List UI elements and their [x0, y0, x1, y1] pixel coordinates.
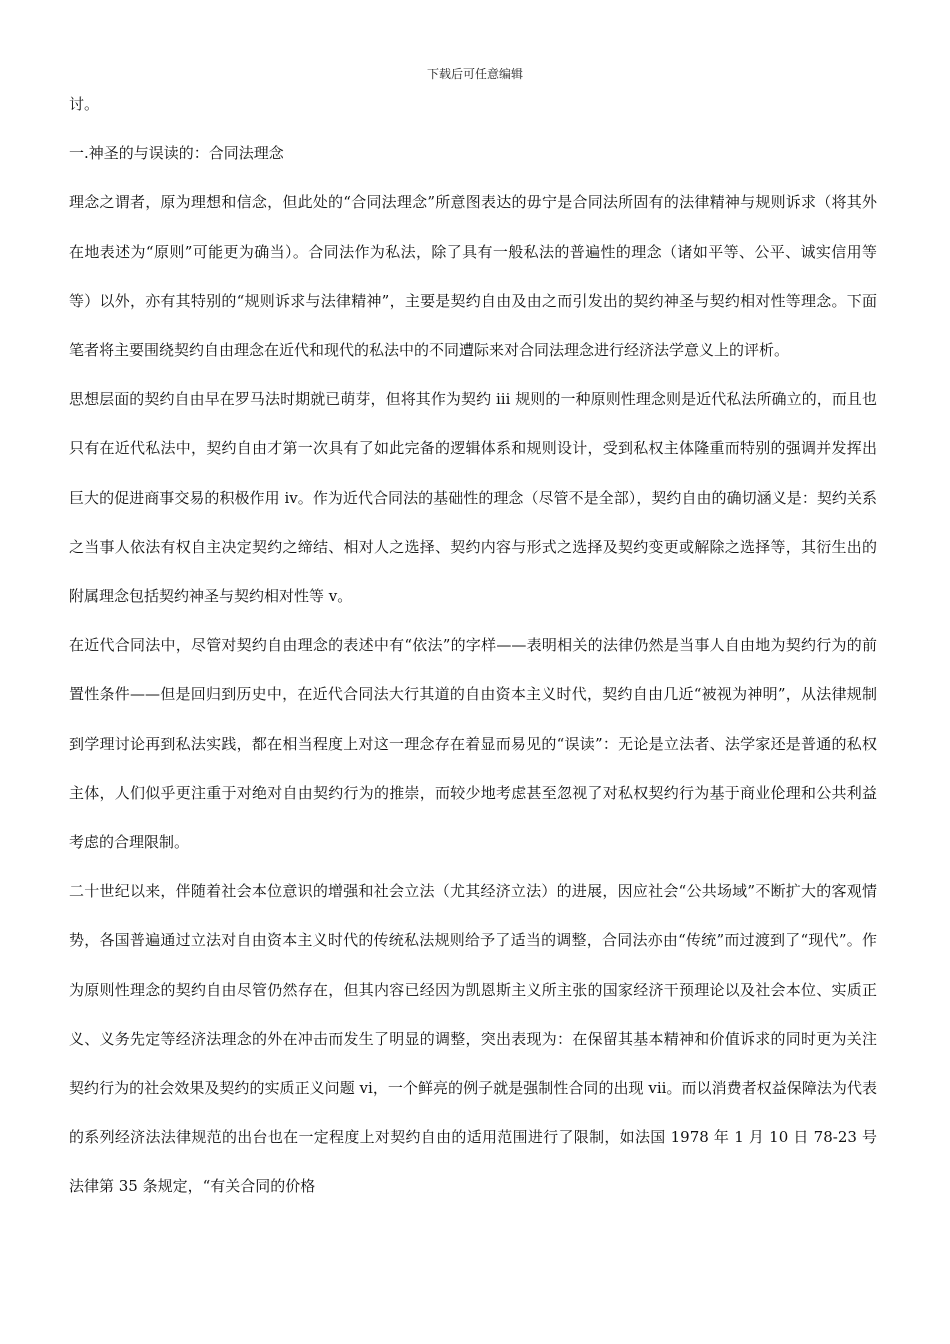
paragraph: 在近代合同法中，尽管对契约自由理念的表述中有“依法”的字样——表明相关的法律仍然是当事人自由地为契约行为的前置性条件——但是回归到历史中，在近代合同法大行其道的自由资本主义时代，契约自由几近“被视为神明”，从法律规制到学理讨论再到私法实践，都在相当程度上对这一理念存在着显而易见的“误读”：无论是立法者、法学家还是普通的私权主体，人们似乎更注重于对绝对自由契约行为的推崇，而较少地考虑甚至忽视了对私权契约行为基于商业伦理和公共利益考虑的合理限制。 [69, 636, 877, 852]
page-header: 下载后可任意编辑 [426, 67, 523, 81]
paragraph: 二十世纪以来，伴随着社会本位意识的增强和社会立法（尤其经济立法）的进展，因应社会“公共场域”不断扩大的客观情势，各国普遍通过立法对自由资本主义时代的传统私法规则给予了适当的调整，合同法亦由“传统”而过渡到了“现代”。作为原则性理念的契约自由尽管仍然存在，但其内容已经因为凯恩斯主义所主张的国家经济干预理论以及社会本位、实质正义、义务先定等经济法理念的外在冲击而发生了明显的调整，突出表现为：在保留其基本精神和价值诉求的同时更为关注契约行为的社会效果及契约的实质正义问题 vi，一个鲜亮的例子就是强制性合同的出现 vii。而以消费者权益保障法为代表的系列经济法法律规范的出台也在一定程度上对契约自由的适用范围进行了限制，如法国 1978 年 1 月 10 日 78-23 号法律第 35 条规定，“有关合同的价格 [69, 882, 877, 1196]
paragraph-fragment: 讨。 [69, 95, 100, 113]
paragraph: 理念之谓者，原为理想和信念，但此处的“合同法理念”所意图表达的毋宁是合同法所固有的法律精神与规则诉求（将其外在地表述为“原则”可能更为确当）。合同法作为私法，除了具有一般私法的普遍性的理念（诸如平等、公平、诚实信用等等）以外，亦有其特别的“规则诉求与法律精神”，主要是契约自由及由之而引发出的契约神圣与契约相对性等理念。下面笔者将主要围绕契约自由理念在近代和现代的私法中的不同遭际来对合同法理念进行经济法学意义上的评析。 [69, 193, 877, 360]
document-body [69, 80, 877, 1212]
section-heading: 一.神圣的与误读的：合同法理念 [69, 144, 284, 163]
paragraph: 思想层面的契约自由早在罗马法时期就已萌芽，但将其作为契约 iii 规则的一种原则性理念则是近代私法所确立的，而且也只有在近代私法中，契约自由才第一次具有了如此完备的逻辑体系和规则设计，受到私权主体隆重而特别的强调并发挥出巨大的促进商事交易的积极作用 iv。作为近代合同法的基础性的理念（尽管不是全部），契约自由的确切涵义是：契约关系之当事人依法有权自主决定契约之缔结、相对人之选择、契约内容与形式之选择及契约变更或解除之选择等，其衍生出的附属理念包括契约神圣与契约相对性等 v。 [69, 390, 877, 606]
